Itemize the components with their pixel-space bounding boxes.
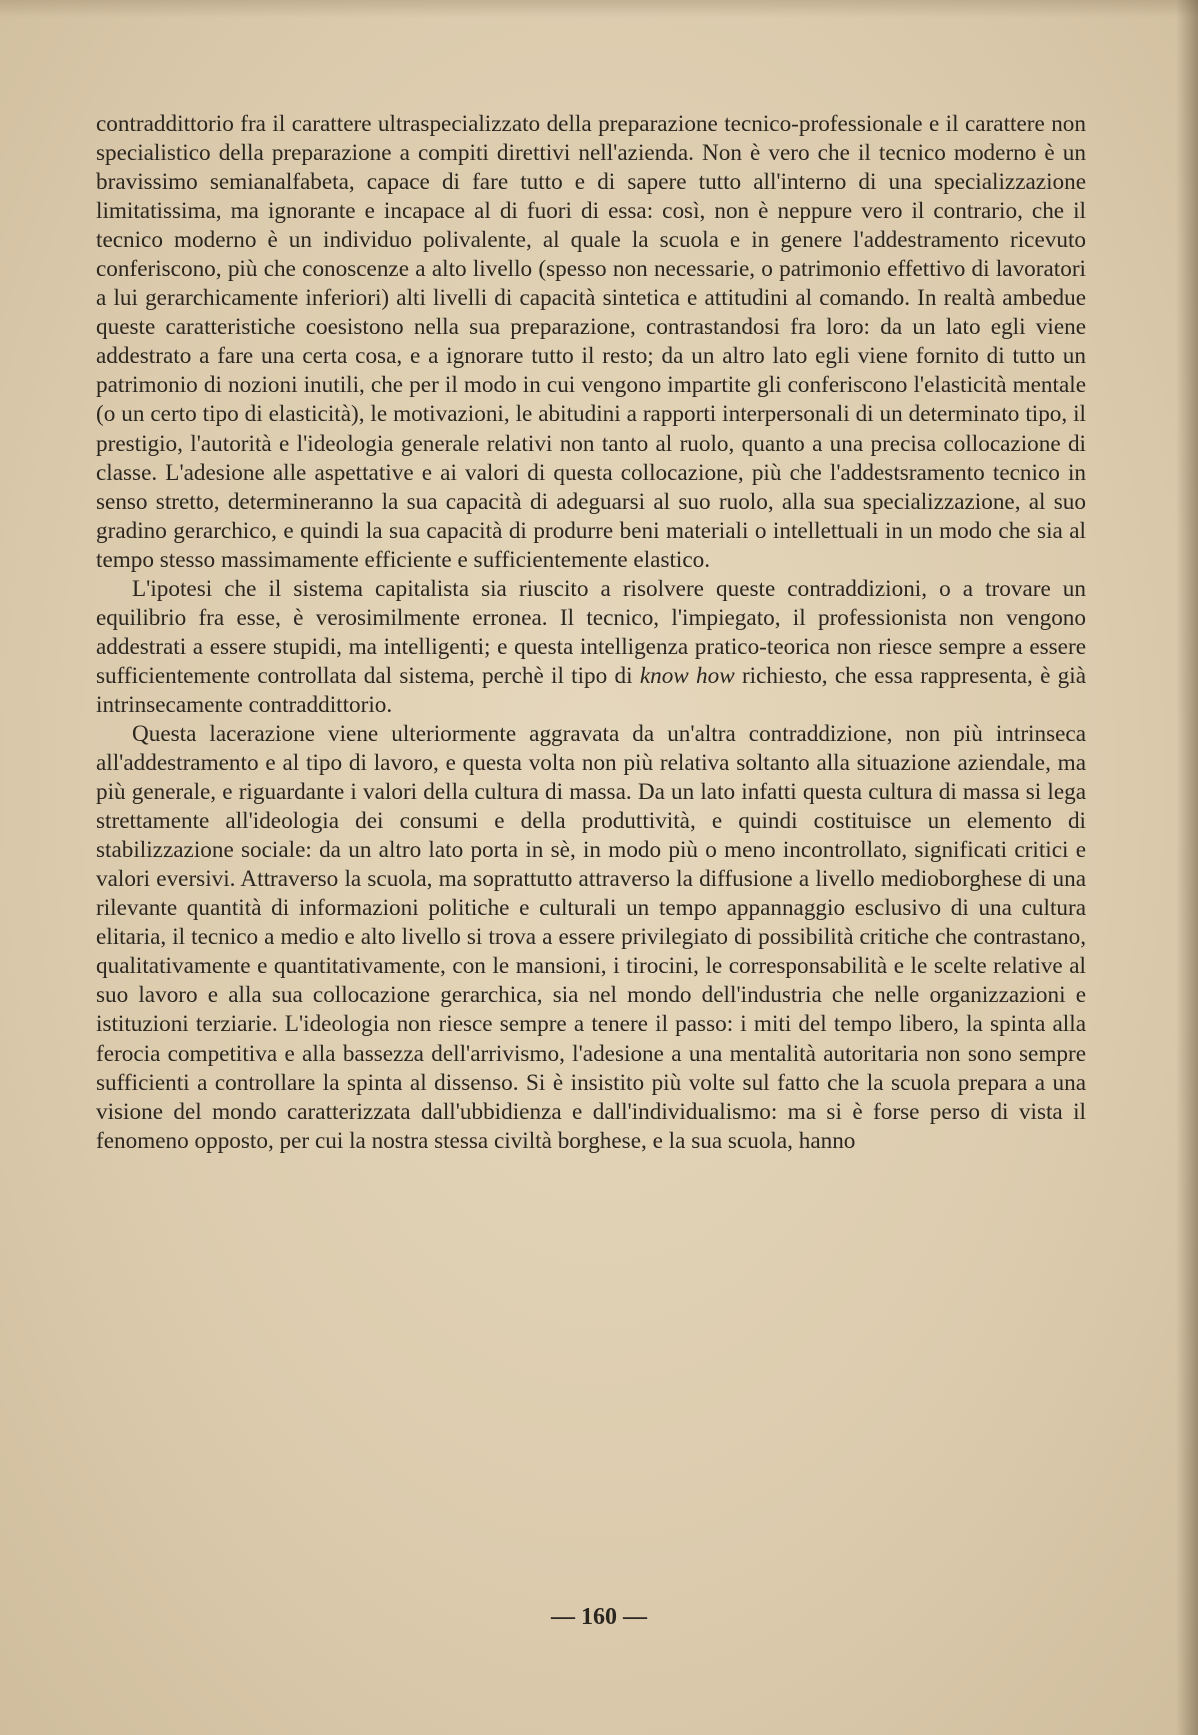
paragraph-2-italic-term: know how (639, 662, 735, 689)
page-shadow-top (0, 0, 1198, 18)
page-number: — 160 — (551, 1604, 647, 1630)
paragraph-1: contraddittorio fra il carattere ultraspecializzato della preparazione tecnico-professionale e il carattere non specialistico della preparazione a compiti direttivi nell'azienda. Non è vero che il tecnico moderno è un bravissimo semianalfabeta, capace di fare tutto e di sapere tutto all'interno di una specializzazione limitatissima, ma ignorante e incapace al di fuori di essa: così, non è neppure vero il contrario, che il tecnico moderno è un individuo polivalente, al quale la scuola e in genere l'addestramento ricevuto conferiscono, più che conoscenze a alto livello (spesso non necessarie, o patrimonio effettivo di lavoratori a lui gerarchicamente inferiori) alti livelli di capacità sintetica e attitudini al comando. In realtà ambedue queste caratteristiche coesistono nella sua preparazione, contrastandosi fra loro: da un lato egli viene addestrato a fare una certa cosa, e a ignorare tutto il resto; da un altro lato egli viene fornito di tutto un patrimonio di nozioni inutili, che per il modo in cui vengono impartite gli conferiscono l'elasticità mentale (o un certo tipo di elasticità), le motivazioni, le abitudini a rapporti interpersonali di un determinato tipo, il prestigio, l'autorità e l'ideologia generale relativi non tanto al ruolo, quanto a una precisa collocazione di classe. L'adesione alle aspettative e ai valori di questa collocazione, più che l'addestsramento tecnico in senso stretto, determineranno la sua capacità di adeguarsi al suo ruolo, alla sua specializzazione, al suo gradino gerarchico, e quindi la sua capacità di produrre beni materiali o intellettuali in un modo che sia al tempo stesso massimamente efficiente e sufficientemente elastico. (96, 111, 1086, 573)
paragraph-2-text-before: L'ipotesi che il sistema capitalista sia riuscito a risolvere queste contraddizioni, o a trovare un equilibrio fra esse, è verosimilmente erronea. Il tecnico, l'impiegato, il professionista non vengono addestrati a essere stupidi, ma intelligenti; e questa intelligenza pratico-teorica non riesce sempre a essere sufficientemente controllata dal sistema, perchè il tipo di (96, 575, 1086, 689)
paragraph-2-text-after: richiesto, che essa rappresenta, è già intrinsecamente contraddittorio. (96, 662, 1086, 718)
page-shadow-right (1176, 0, 1198, 1735)
paragraph-2 (96, 575, 1086, 720)
body-text (96, 110, 1086, 1156)
paragraph-3: Questa lacerazione viene ulteriormente aggravata da un'altra contraddizione, non più intrinseca all'addestramento e al tipo di lavoro, e questa volta non più relativa soltanto alla situazione aziendale, ma più generale, e riguardante i valori della cultura di massa. Da un lato infatti questa cultura di massa si lega strettamente all'ideologia dei consumi e della produttività, e quindi costituisce un elemento di stabilizzazione sociale: da un altro lato porta in sè, in modo più o meno incontrollato, significati critici e valori eversivi. Attraverso la scuola, ma soprattutto attraverso la diffusione a livello medioborghese di una rilevante quantità di informazioni politiche e culturali un tempo appannaggio esclusivo di una cultura elitaria, il tecnico a medio e alto livello si trova a essere privilegiato di possibilità critiche che contrastano, qualitativamente e quantitativamente, con le mansioni, i tirocini, le corresponsabilità e le scelte relative al suo lavoro e alla sua collocazione gerarchica, sia nel mondo dell'industria che nelle organizzazioni e istituzioni terziarie. L'ideologia non riesce sempre a tenere il passo: i miti del tempo libero, la spinta alla ferocia competitiva e alla bassezza dell'arrivismo, l'adesione a una mentalità autoritaria non sono sempre sufficienti a controllare la spinta al dissenso. Si è insistito più volte sul fatto che la scuola prepara a una visione del mondo caratterizzata dall'ubbidienza e dall'individualismo: ma si è forse perso di vista il fenomeno opposto, per cui la nostra stessa civiltà borghese, e la sua scuola, hanno (96, 720, 1086, 1154)
